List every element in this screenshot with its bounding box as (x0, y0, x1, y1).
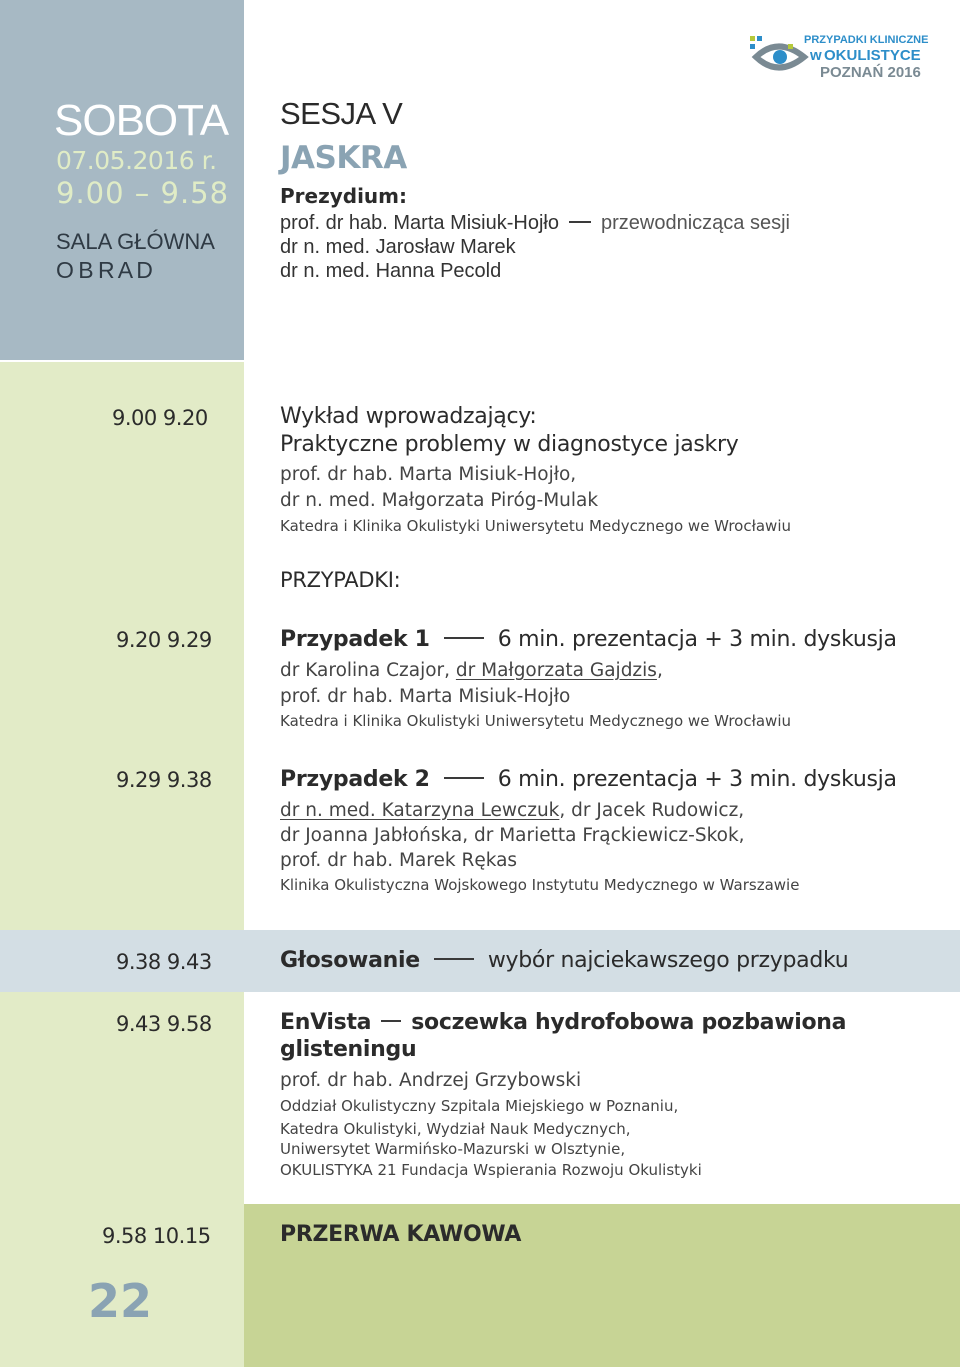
lecture-speakers: dr n. med. Małgorzata Piróg-Mulak (280, 490, 599, 511)
envista-institution: Oddział Okulistyczny Szpitala Miejskiego w Poznaniu, (280, 1097, 679, 1115)
lecture-time: 9.00 9.20 (112, 406, 208, 430)
case2-presenter: dr n. med. Katarzyna Lewczuk (280, 800, 560, 821)
dash-icon (444, 637, 484, 639)
session-label: SESJA V (280, 96, 403, 131)
comma: , (656, 660, 663, 681)
logo-line3: POZNAŃ 2016 (820, 64, 921, 81)
logo-square-icon (750, 36, 755, 41)
envista-time: 9.43 9.58 (116, 1012, 212, 1036)
case2-label: Przypadek 2 (280, 767, 430, 792)
dash-icon (434, 958, 474, 960)
envista-institution: Uniwersytet Warmińsko-Mazurski w Olsztynie, (280, 1140, 626, 1158)
case2-speaker: , dr Jacek Rudowicz, (559, 800, 745, 821)
room-label: SALA GŁÓWNA (56, 229, 215, 254)
case2-header (280, 767, 897, 792)
logo-line2a: w (810, 47, 822, 64)
conference-logo (748, 30, 930, 84)
lecture-title: Wykład wprowadzający: (280, 404, 537, 429)
dash-icon (444, 777, 484, 779)
dash-icon (381, 1020, 401, 1022)
envista-title (280, 1010, 846, 1035)
voting-time: 9.38 9.43 (116, 950, 212, 974)
case1-speaker: dr Karolina Czajor, (280, 660, 456, 681)
presidium-chair-name: prof. dr hab. Marta Misiuk-Hojło (280, 212, 559, 234)
voting-label: Głosowanie (280, 948, 420, 973)
presidium-label: Prezydium: (280, 184, 408, 208)
break-label: PRZERWA KAWOWA (280, 1222, 522, 1247)
date-label: 07.05.2016 r. (56, 146, 217, 175)
logo-square-icon (757, 36, 762, 41)
lecture-speakers: prof. dr hab. Marta Misiuk-Hojło, (280, 464, 577, 485)
lecture-institution: Katedra i Klinika Okulistyki Uniwersytetu Medycznego we Wrocławiu (280, 517, 792, 535)
case1-header (280, 627, 897, 652)
lecture-subtitle: Praktyczne problemy w diagnostyce jaskry (280, 432, 739, 457)
envista-institution: Katedra Okulistyki, Wydział Nauk Medycznych, (280, 1120, 631, 1138)
header-date-panel (0, 0, 244, 360)
case1-label: Przypadek 1 (280, 627, 430, 652)
dash-icon (569, 221, 591, 223)
session-title: JASKRA (280, 140, 407, 176)
logo-square-icon (788, 44, 793, 49)
envista-speaker: prof. dr hab. Andrzej Grzybowski (280, 1070, 582, 1091)
presidium-chair-role: przewodnicząca sesji (600, 212, 790, 234)
case2-speakers: dr Joanna Jabłońska, dr Marietta Frąckiewicz-Skok, (280, 825, 745, 846)
case2-institution: Klinika Okulistyczna Wojskowego Instytutu Medycznego w Warszawie (280, 876, 800, 894)
presidium-member: dr n. med. Hanna Pecold (280, 260, 502, 282)
divider (0, 360, 960, 362)
case1-speakers: prof. dr hab. Marta Misiuk-Hojło (280, 686, 571, 707)
presidium-chair (280, 212, 790, 235)
case1-time: 9.20 9.29 (116, 628, 212, 652)
cases-label: PRZYPADKI: (280, 568, 401, 592)
voting-header (280, 948, 848, 973)
page-number: 22 (88, 1274, 153, 1328)
break-time: 9.58 10.15 (102, 1224, 211, 1248)
case2-detail: 6 min. prezentacja + 3 min. dyskusja (497, 767, 897, 792)
case2-time: 9.29 9.38 (116, 768, 212, 792)
logo-line2b: OKULISTYCE (824, 47, 921, 64)
logo-pupil-icon (773, 50, 787, 64)
case2-speakers (280, 800, 744, 821)
logo-square-icon (750, 44, 755, 49)
envista-institution: OKULISTYKA 21 Fundacja Wspierania Rozwoju Okulistyki (280, 1161, 702, 1179)
envista-title-line2: glisteningu (280, 1037, 417, 1062)
presidium-member: dr n. med. Jarosław Marek (280, 236, 516, 258)
case1-presenter: dr Małgorzata Gajdzis (455, 660, 657, 681)
section-label: O B R A D (56, 257, 152, 283)
case1-institution: Katedra i Klinika Okulistyki Uniwersytetu Medycznego we Wrocławiu (280, 712, 792, 730)
voting-detail: wybór najciekawszego przypadku (487, 948, 849, 973)
case1-speakers (280, 660, 663, 681)
case1-detail: 6 min. prezentacja + 3 min. dyskusja (497, 627, 897, 652)
day-label: SOBOTA (54, 96, 229, 145)
case2-speakers: prof. dr hab. Marek Rękas (280, 850, 518, 871)
logo-line1: PRZYPADKI KLINICZNE (804, 34, 929, 46)
hours-label: 9.00 – 9.58 (56, 176, 230, 210)
envista-title-b: soczewka hydrofobowa pozbawiona (411, 1010, 847, 1035)
envista-title-a: EnVista (280, 1010, 372, 1035)
